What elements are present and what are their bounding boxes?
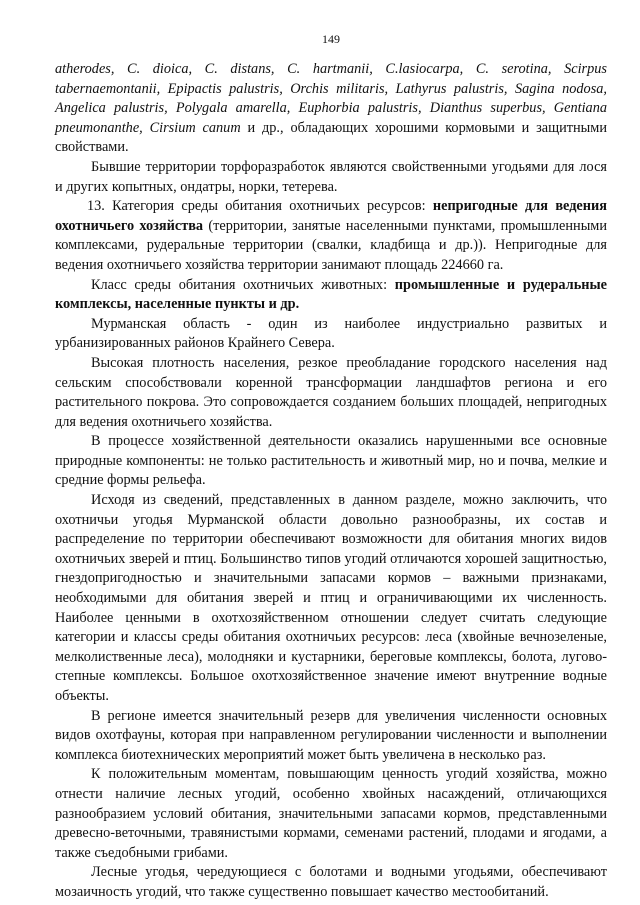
habitat-class-title: промышленные и рудеральные комплексы, населенные пункты и др. (55, 276, 607, 313)
paragraph-category-13 (55, 197, 607, 275)
page-content (55, 60, 607, 903)
paragraph-reserve: В регионе имеется значительный резерв для увеличения численности основных видов охотфауны, которая при направленном регулировании численности и выполнении комплекса биотехнических мероприятий может быть увеличена в несколько раз. (55, 707, 607, 763)
category-13-lead: 13. Категория среды обитания охотничьих ресурсов: (87, 198, 433, 215)
paragraph-population-density: Высокая плотность населения, резкое преобладание городского населения над сельским способствовали коренной трансформации ландшафтов региона и его растительного покрова. Это сопровождается созданием больших площадей, непригодных для ведения охотничьего хозяйства. (55, 354, 607, 430)
paragraph-economic-activity: В процессе хозяйственной деятельности оказались нарушенными все основные природные компоненты: не только растительность и животный мир, но и почва, мелкие и средние формы рельефа. (55, 433, 607, 489)
habitat-class-lead: Класс среды обитания охотничьих животных: (91, 276, 395, 293)
paragraph-peat-territories: Бывшие территории торфоразработок являются свойственными угодьями для лося и других копытных, ондатры, норки, тетерева. (55, 158, 607, 195)
paragraph-habitat-class (55, 276, 607, 315)
category-13-description: (территории, занятые населенными пунктами, промышленными комплексами, рудеральные территории (свалки, кладбища и др.)). Непригодные для ведения охотничьего хозяйства территории занимают площадь 224660 га. (55, 217, 608, 273)
species-list-latin: atherodes, C. dioica, C. distans, C. hartmanii, C.lasiocarpa, C. serotina, Scirpus tabernaemontanii, Epipactis palustris, Orchis militaris, Lathyrus palustris, Sagina nodosa, Angelica palustris, Polygala amarella, Euphorbia palustris, Dianthus superbus, Gentiana pneumonanthe, Cirsium canum (55, 61, 607, 136)
paragraph-forest-lands: Лесные угодья, чередующиеся с болотами и водными угодьями, обеспечивают мозаичность угодий, что также существенно повышает качество местообитаний. (55, 864, 607, 900)
species-list-tail: и др., обладающих хорошими кормовыми и защитными свойствами. (55, 119, 607, 156)
paragraph-species-list (55, 60, 607, 158)
category-13-title: непригодные для ведения охотничьего хозяйства (55, 198, 607, 234)
page-number: 149 (322, 32, 340, 46)
paragraph-positive-factors: К положительным моментам, повышающим ценность угодий хозяйства, можно отнести наличие лесных угодий, особенно хвойных насаждений, отличающихся разнообразием условий обитания, значительными запасами кормов, представленными древесно-веточными, травянистыми кормами, семенами растений, плодами и ягодами, а также съедобными грибами. (55, 766, 607, 861)
paragraph-conclusion: Исходя из сведений, представленных в данном разделе, можно заключить, что охотничьи угодья Мурманской области довольно разнообразны, их состав и распределение по территории обеспечивают возможности для обитания многих видов охотничьих зверей и птиц. Большинство типов угодий отличаются хорошей защитностью, гнездопригодностью и значительными запасами кормов – важными признаками, необходимыми для обитания зверей и птиц и ограничивающими их численность. Наиболее ценными в охотхозяйственном отношении следует считать следующие категории и классы среды обитания охотничьих ресурсов: леса (хвойные вечнозеленые, мелколиственные леса), молодняки и кустарники, береговые комплексы, болота, лугово-степные комплексы. Большое охотхозяйственное значение имеют внутренние водные объекты. (55, 492, 607, 704)
paragraph-murmansk-region: Мурманская область - один из наиболее индустриально развитых и урбанизированных районов Крайнего Севера. (55, 315, 607, 352)
